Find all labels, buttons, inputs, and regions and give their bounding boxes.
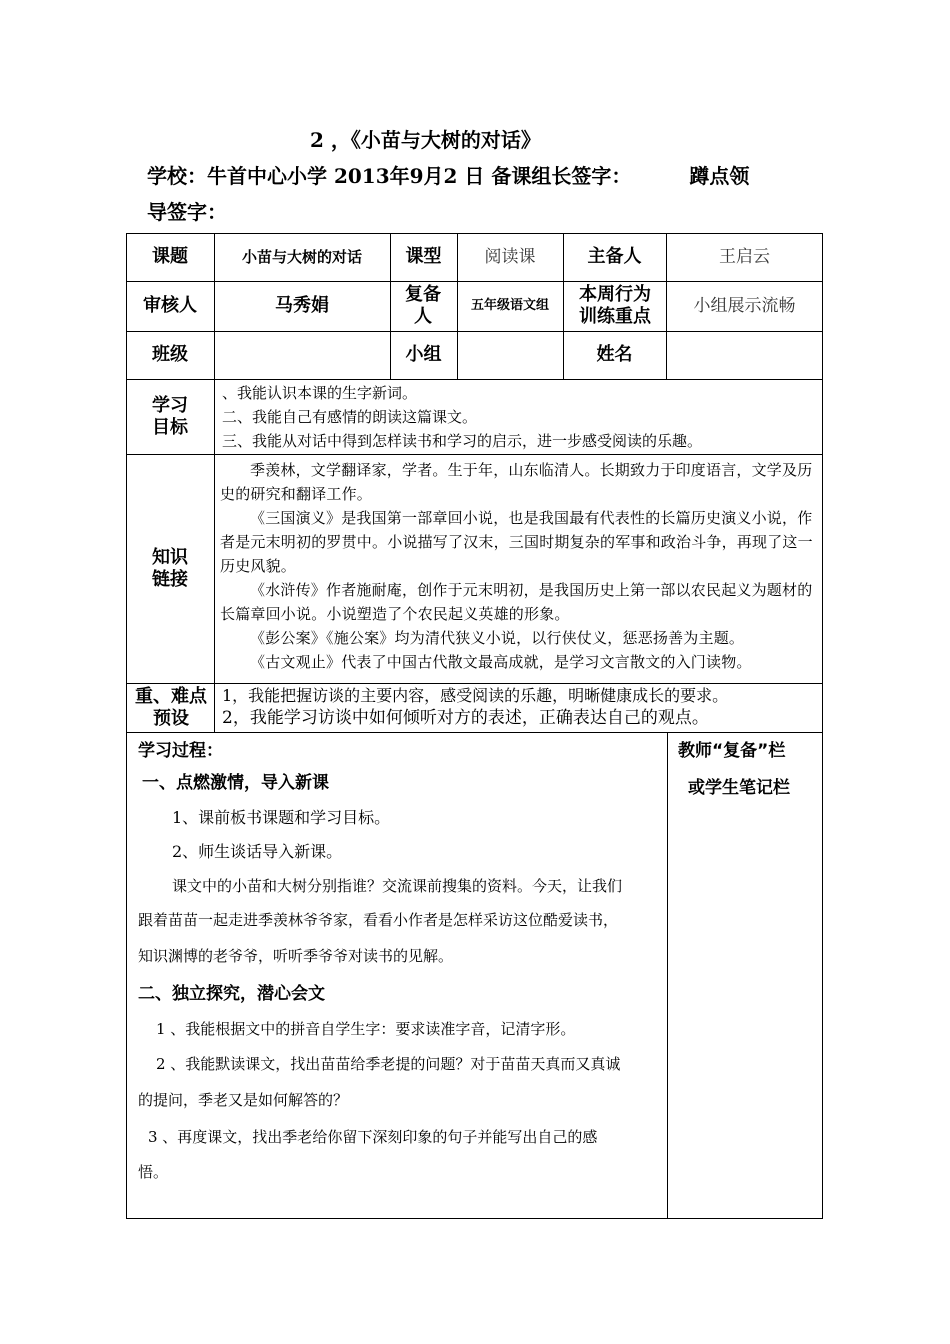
key-point-item: 2，我能学习访谈中如何倾听对方的表述，正确表达自己的观点。 xyxy=(222,708,709,728)
co-preparer-label: 复备人 xyxy=(405,284,441,327)
section-2-item: 3 、再度课文，找出季老给你留下深刻印象的句子并能写出自己的感 xyxy=(148,1128,598,1146)
type-value: 阅读课 xyxy=(484,246,536,267)
knowledge-paragraph: 季羡林，文学翻译家，学者。生于年，山东临清人。长期致力于印度语言，文学及历史的研究和翻译工作。 xyxy=(220,461,813,503)
section-1-paragraph-line: 课文中的小苗和大树分别指谁？交流课前搜集的资料。今天，让我们 xyxy=(172,877,623,895)
section-1-item: 1、课前板书课题和学习目标。 xyxy=(172,808,391,827)
lesson-title: 2 ，《小苗与大树的对话》 xyxy=(310,128,541,152)
section-2-heading: 二、独立探究，潜心会文 xyxy=(138,984,325,1004)
leader-signature-label: 蹲点领 xyxy=(689,164,750,188)
goal-item: 三、我能从对话中得到怎样读书和学习的启示，进一步感受阅读的乐趣。 xyxy=(222,432,703,450)
key-points-label: 重、难点预设 xyxy=(135,685,207,729)
notes-column-subtitle: 或学生笔记栏 xyxy=(688,778,790,798)
co-preparer-value: 五年级语文组 xyxy=(470,298,549,314)
process-heading: 学习过程： xyxy=(138,741,223,761)
class-label: 班级 xyxy=(152,344,188,366)
reviewer-label: 审核人 xyxy=(143,295,197,317)
topic-value: 小苗与大树的对话 xyxy=(241,248,362,266)
weekly-focus-value: 小组展示流畅 xyxy=(693,295,796,316)
goal-item: 二、我能自己有感情的朗读这篇课文。 xyxy=(222,408,478,426)
name-label: 姓名 xyxy=(596,344,633,366)
knowledge-link-label: 知识链接 xyxy=(152,546,188,590)
weekly-focus-label: 本周行为训练重点 xyxy=(579,284,651,327)
type-label: 课型 xyxy=(405,246,442,268)
key-point-item: 1，我能把握访谈的主要内容，感受阅读的乐趣，明晰健康成长的要求。 xyxy=(222,686,729,705)
knowledge-paragraph: 《古文观止》代表了中国古代散文最高成就，是学习文言散文的入门读物。 xyxy=(250,653,752,671)
section-2-item-cont: 的提问，季老又是如何解答的？ xyxy=(138,1091,349,1109)
section-1-item: 2、师生谈话导入新课。 xyxy=(172,842,343,861)
section-1-paragraph-line: 跟着苗苗一起走进季羡林爷爷家，看看小作者是怎样采访这位酷爱读书， xyxy=(138,911,619,929)
lesson-plan-table xyxy=(126,233,823,1219)
section-1-heading: 一、点燃激情，导入新课 xyxy=(142,773,329,793)
knowledge-text xyxy=(220,458,818,674)
lead-preparer-label: 主备人 xyxy=(587,246,642,268)
knowledge-paragraph: 《三国演义》是我国第一部章回小说，也是我国最有代表性的长篇历史演义小说，作者是元末明初的罗贯中。小说描写了汉末，三国时期复杂的军事和政治斗争，再现了这一历史风貌。 xyxy=(220,509,813,575)
section-2-item: 1 、我能根据文中的拼音自学生字：要求读准字音，记清字形。 xyxy=(156,1020,576,1038)
goal-item: 、我能认识本课的生字新词。 xyxy=(222,384,418,402)
school-date-signature: 学校：牛首中心小学 2013年9月2 日 备课组长签字： xyxy=(147,164,632,188)
group-label: 小组 xyxy=(405,344,442,366)
topic-label: 课题 xyxy=(152,246,188,268)
learning-goals-label: 学习目标 xyxy=(152,394,188,438)
notes-column-title: 教师“复备”栏 xyxy=(678,741,786,761)
section-1-paragraph-line: 知识渊博的老爷爷，听听季爷爷对读书的见解。 xyxy=(138,947,454,965)
leader-signature-label-cont: 导签字： xyxy=(147,200,227,224)
knowledge-paragraph: 《彭公案》《施公案》均为清代狭义小说，以行侠仗义，惩恶扬善为主题。 xyxy=(250,629,745,647)
section-2-item-cont: 悟。 xyxy=(138,1163,169,1181)
knowledge-paragraph: 《水浒传》作者施耐庵，创作于元末明初，是我国历史上第一部以农民起义为题材的长篇章回小说。小说塑造了个农民起义英雄的形象。 xyxy=(220,581,813,623)
reviewer-value: 马秀娟 xyxy=(275,295,329,317)
lead-preparer-value: 王启云 xyxy=(719,246,770,267)
school-meta-line xyxy=(147,160,749,189)
section-2-item: 2 、我能默读课文，找出苗苗给季老提的问题？对于苗苗天真而又真诚 xyxy=(156,1055,621,1073)
